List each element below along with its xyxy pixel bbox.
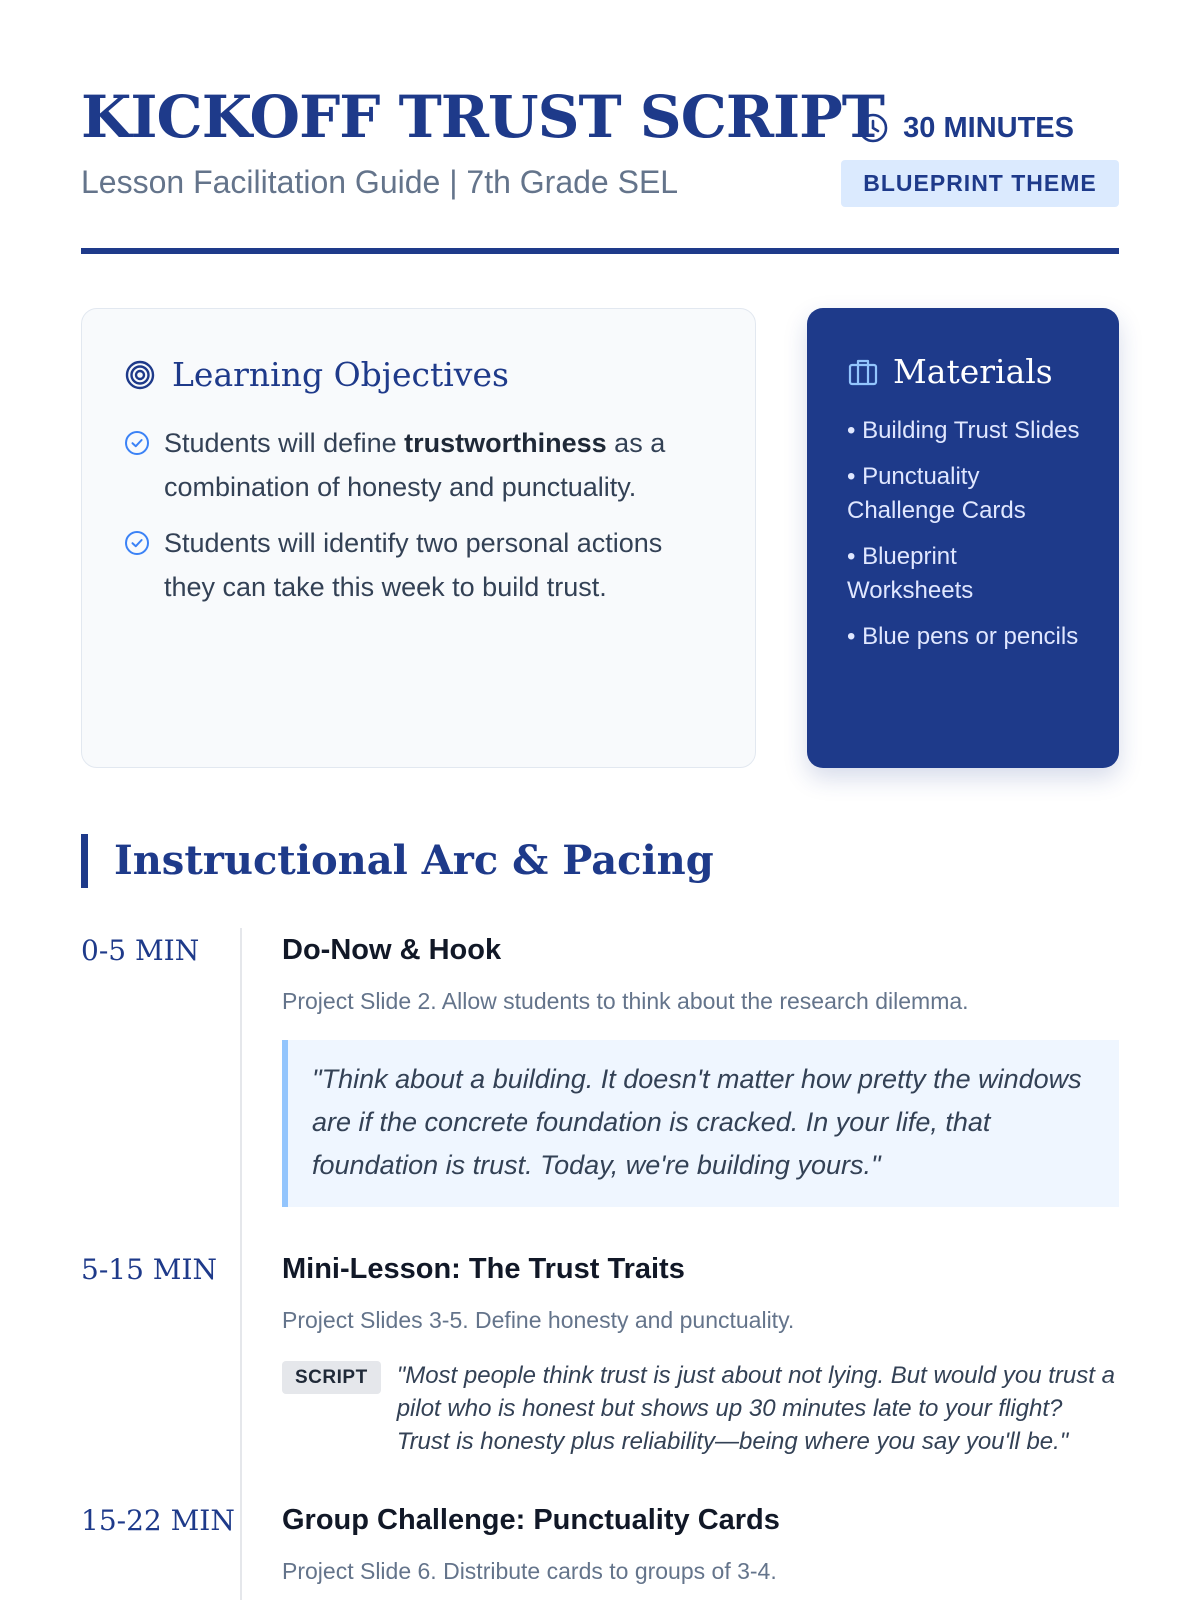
target-icon [124,359,156,391]
materials-title: Materials [893,352,1053,391]
page-title: KICKOFF TRUST SCRIPT [81,83,884,151]
step-title: Mini-Lesson: The Trust Traits [282,1253,685,1285]
theme-badge: BLUEPRINT THEME [841,160,1119,207]
header [81,0,1119,256]
step-description: Project Slide 6. Distribute cards to groups of 3-4. [282,1558,777,1584]
objective-keyword: trustworthiness [404,428,607,458]
step-body [240,1498,1119,1600]
step-description: Project Slides 3-5. Define honesty and punctuality. [282,1307,795,1333]
step-title: Group Challenge: Punctuality Cards [282,1504,780,1536]
duration-label: 30 MINUTES [903,112,1074,144]
material-item: • Blue pens or pencils [847,620,1081,654]
pacing-timeline [81,928,1119,1600]
step-time: 5-15 MIN [81,1253,218,1286]
timeline-step [81,1247,1119,1498]
step-description: Project Slide 2. Allow students to think about the research dilemma. [282,988,969,1014]
step-body [240,928,1119,1247]
check-circle-icon [124,530,150,556]
objective-text-start: Students will define [164,428,405,458]
script-block [282,1359,1119,1458]
objectives-title: Learning Objectives [172,355,509,394]
step-time: 15-22 MIN [81,1504,235,1537]
objective-item [124,421,715,509]
timeline-step [81,1498,1119,1600]
objectives-list [124,421,715,609]
step-body [240,1247,1119,1498]
material-item: • Punctuality Challenge Cards [847,460,1081,528]
material-item: • Building Trust Slides [847,414,1081,448]
section-heading: Instructional Arc & Pacing [81,834,714,888]
step-title: Do-Now & Hook [282,934,502,966]
script-text: "Most people think trust is just about not lying. But would you trust a pilot who is honest but shows up 30 minutes late to your flight? Trust is honesty plus reliability—being where you say you'll be." [396,1362,1115,1455]
timeline-step [81,928,1119,1247]
material-item: • Blueprint Worksheets [847,540,1081,608]
clock-icon [857,112,889,144]
duration-indicator [857,108,1074,148]
materials-list [847,414,1081,654]
objective-text-end: as a combination of honesty and punctuality. [164,428,666,502]
hook-quote: "Think about a building. It doesn't matter how pretty the windows are if the concrete foundation is cracked. In your life, that foundation is trust. Today, we're building yours." [282,1040,1119,1207]
objective-item [124,521,715,609]
objectives-heading [124,353,715,397]
script-badge: SCRIPT [282,1361,381,1394]
check-circle-icon [124,430,150,456]
step-time: 0-5 MIN [81,934,200,967]
briefcase-icon [847,356,879,388]
learning-objectives-card [81,308,756,768]
page-subtitle: Lesson Facilitation Guide | 7th Grade SEL [81,164,679,200]
objective-text: Students will identify two personal actions they can take this week to build trust. [164,528,663,602]
materials-heading [847,350,1081,394]
objective-text [164,421,715,509]
header-divider [81,248,1119,254]
materials-card [807,308,1119,768]
top-cards [81,308,1119,768]
